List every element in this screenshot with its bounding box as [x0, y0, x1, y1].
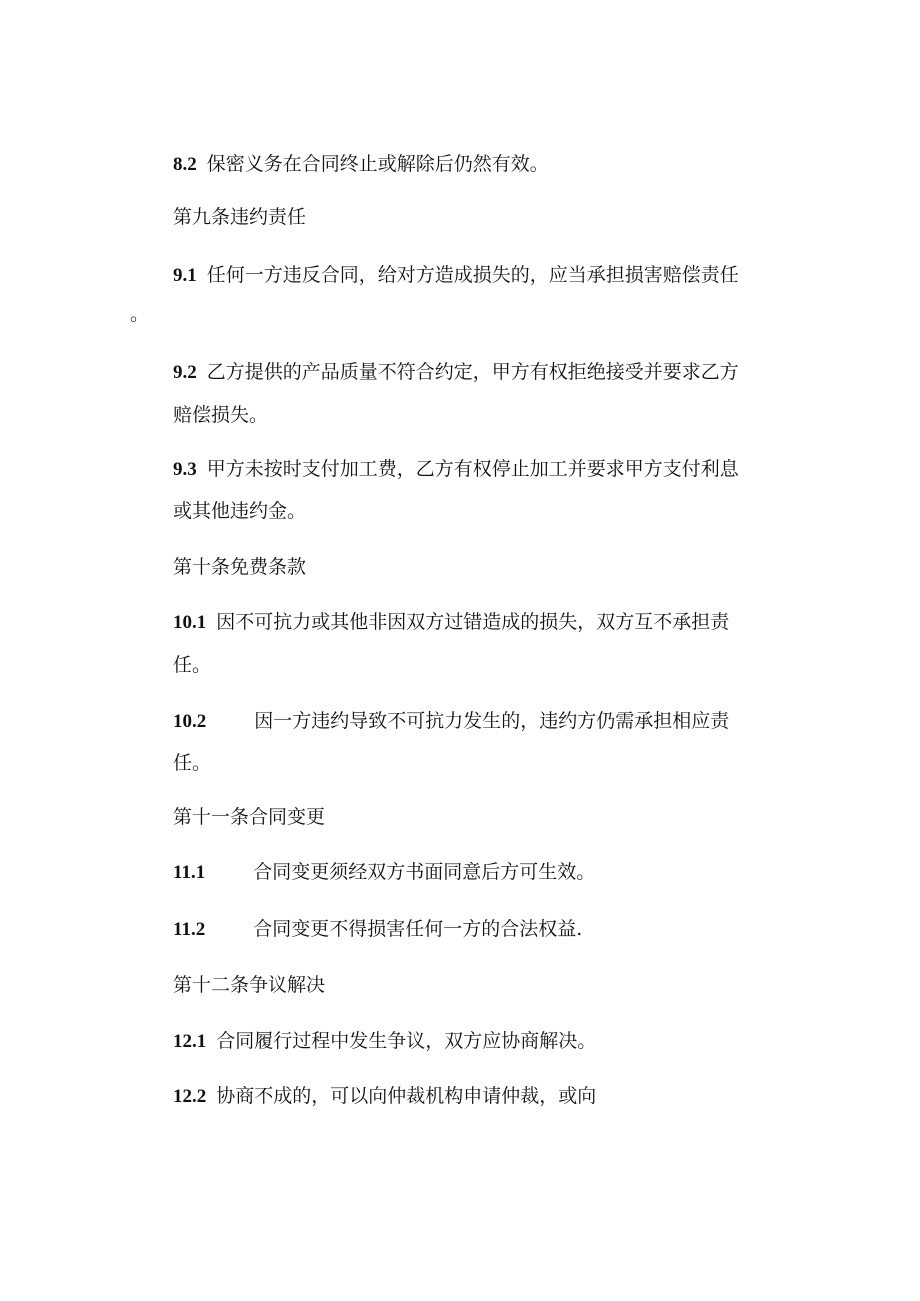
clause-10-2 [173, 709, 729, 733]
clause-text: 任何一方违反合同，给对方造成损失的，应当承担损害赔偿责任 [206, 264, 739, 286]
clause-9-3 [173, 457, 739, 481]
clause-text: 合同变更须经双方书面同意后方可生效。 [253, 861, 596, 883]
clause-number: 12.1 [173, 1031, 207, 1052]
article-10-heading [173, 555, 306, 579]
article-heading: 第十一条合同变更 [173, 806, 326, 828]
article-12-heading [173, 973, 325, 997]
clause-8-2 [173, 152, 549, 176]
clause-text: 合同变更不得损害任何一方的合法权益. [253, 918, 583, 940]
clause-text: 甲方未按时支付加工费，乙方有权停止加工并要求甲方支付利息 [206, 458, 739, 480]
clause-12-1 [173, 1029, 596, 1053]
clause-11-2 [173, 917, 582, 941]
clause-text: 因不可抗力或其他非因双方过错造成的损失，双方互不承担责 [216, 611, 730, 633]
clause-10-1-continuation [173, 653, 211, 677]
clause-11-1 [173, 860, 595, 884]
article-11-heading [173, 805, 325, 829]
clause-number: 10.2 [173, 711, 207, 732]
clause-text: 协商不成的，可以向仲裁机构申请仲裁，或向 [216, 1085, 597, 1107]
clause-number: 12.2 [173, 1086, 207, 1107]
clause-12-2 [173, 1084, 596, 1108]
clause-number: 8.2 [173, 154, 197, 175]
clause-text-continuation: 或其他违约金。 [173, 500, 307, 522]
clause-text: 乙方提供的产品质量不符合约定，甲方有权拒绝接受并要求乙方 [206, 361, 739, 383]
clause-9-2 [173, 360, 739, 384]
clause-number: 9.2 [173, 362, 197, 383]
clause-text-continuation: 任。 [173, 654, 212, 676]
clause-number: 11.2 [173, 919, 206, 940]
clause-number: 9.1 [173, 265, 197, 286]
clause-text-continuation: 。 [130, 303, 150, 325]
clause-9-1 [173, 263, 739, 287]
article-9-heading [173, 205, 306, 229]
clause-text-continuation: 赔偿损失。 [173, 404, 269, 426]
article-heading: 第九条违约责任 [173, 206, 307, 228]
clause-10-2-continuation [173, 751, 211, 775]
clause-text-continuation: 任。 [173, 752, 212, 774]
clause-9-2-continuation [173, 403, 268, 427]
clause-number: 9.3 [173, 459, 197, 480]
clause-text: 合同履行过程中发生争议，双方应协商解决。 [216, 1030, 597, 1052]
article-heading: 第十二条争议解决 [173, 974, 326, 996]
clause-9-3-continuation [173, 499, 306, 523]
clause-9-1-continuation [130, 302, 149, 326]
clause-text: 保密义务在合同终止或解除后仍然有效。 [206, 153, 549, 175]
article-heading: 第十条免费条款 [173, 556, 307, 578]
clause-text: 因一方违约导致不可抗力发生的，违约方仍需承担相应责 [254, 710, 730, 732]
clause-number: 10.1 [173, 612, 207, 633]
clause-number: 11.1 [173, 862, 206, 883]
clause-10-1 [173, 610, 729, 634]
